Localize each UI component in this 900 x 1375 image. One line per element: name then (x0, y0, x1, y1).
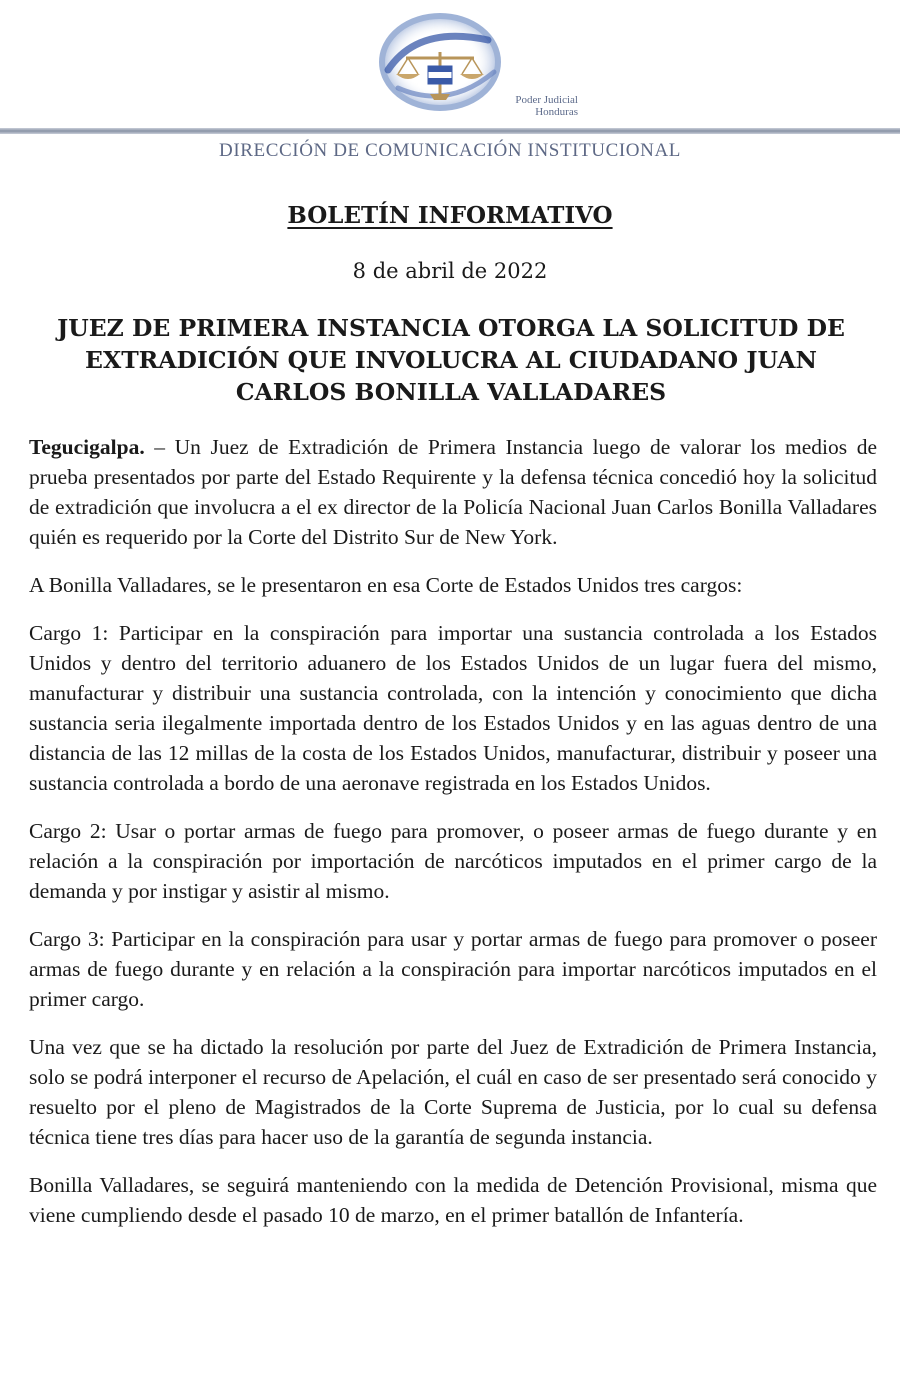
header-divider (0, 128, 900, 134)
body-paragraph: A Bonilla Valladares, se le presentaron en esa Corte de Estados Unidos tres cargos: (29, 573, 743, 597)
charge-paragraph: Cargo 3: Participar en la conspiración para usar y portar armas de fuego para promover o poseer armas de fuego durante y en relación a la conspiración para importar narcóticos imputados en el primer cargo. (29, 927, 877, 1011)
bulletin-title: BOLETÍN INFORMATIVO (287, 202, 613, 229)
letterhead (0, 0, 900, 170)
bulletin-headline (28, 312, 874, 408)
headline-line: EXTRADICIÓN QUE INVOLUCRA AL CIUDADANO JUAN (85, 346, 817, 374)
lead-text: – Un Juez de Extradición de Primera Instancia luego de valorar los medios de prueba presentados por parte del Estado Requirente y la defensa técnica concedió hoy la solicitud de extradición que involucra a el ex director de la Policía Nacional Juan Carlos Bonilla Valladares quién es requerido por la Corte del Distrito Sur de New York. (29, 435, 877, 549)
body-paragraph: Una vez que se ha dictado la resolución por parte del Juez de Extradición de Primera Instancia, solo se podrá interponer el recurso de Apelación, el cuál en caso de ser presentado será conocido y resuelto por el pleno de Magistrados de la Corte Suprema de Justicia, por lo cual su defensa técnica tiene tres días para hacer uso de la garantía de segunda instancia. (29, 1035, 877, 1149)
charge-paragraph: Cargo 2: Usar o portar armas de fuego para promover, o poseer armas de fuego durante y en relación a la conspiración por importación de narcóticos imputados en el primer cargo de la demanda y por instigar y asistir al mismo. (29, 819, 877, 903)
logo-line-1: Poder Judicial (515, 94, 578, 106)
charge-paragraph: Cargo 1: Participar en la conspiración para importar una sustancia controlada a los Estados Unidos y dentro del territorio aduanero de los Estados Unidos de un lugar fuera del mismo, manufacturar y distribuir una sustancia controlada, con la intención y conocimiento que dicha sustancia seria ilegalmente importada dentro de los Estados Unidos y en las aguas dentro de una distancia de las 12 millas de la costa de los Estados Unidos, manufacturar, distribuir y poseer una sustancia controlada a bordo de una aeronave registrada en los Estados Unidos. (29, 621, 877, 795)
body-paragraph: Bonilla Valladares, se seguirá manteniendo con la medida de Detención Provisional, misma que viene cumpliendo desde el pasado 10 de marzo, en el primer batallón de Infantería. (29, 1173, 877, 1227)
headline-line: CARLOS BONILLA VALLADARES (235, 378, 667, 406)
bulletin-body (29, 432, 877, 1248)
lead-paragraph (29, 432, 877, 552)
dateline-place: Tegucigalpa. (29, 435, 145, 459)
department-name: DIRECCIÓN DE COMUNICACIÓN INSTITUCIONAL (219, 140, 681, 161)
bulletin-date: 8 de abril de 2022 (352, 259, 548, 283)
headline-line: JUEZ DE PRIMERA INSTANCIA OTORGA LA SOLICITUD DE (57, 314, 845, 342)
logo-wordmark (478, 94, 578, 118)
logo-line-2: Honduras (535, 106, 578, 118)
